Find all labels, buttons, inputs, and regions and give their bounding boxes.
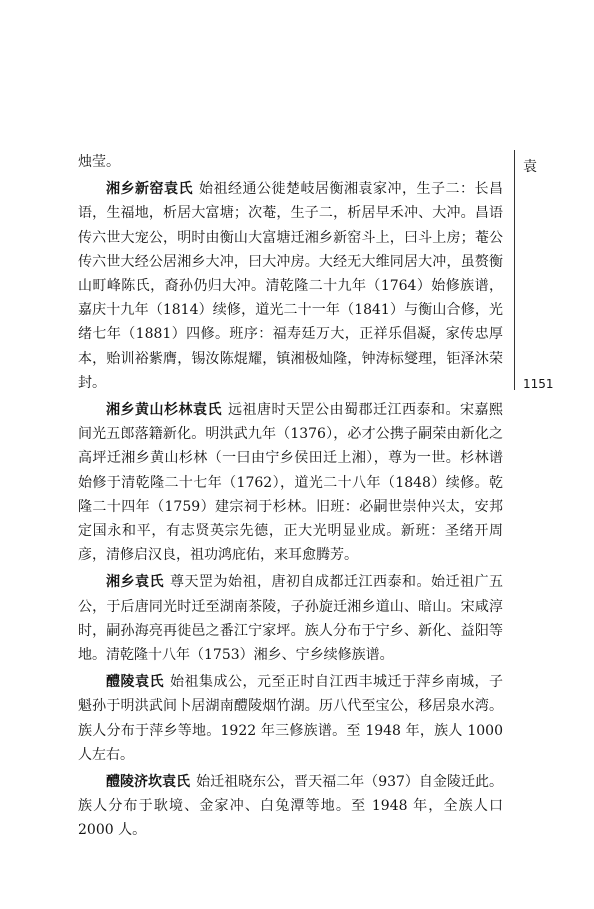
paragraph-continuation [78, 150, 503, 174]
body-text [78, 150, 503, 846]
paragraph-text: 远祖唐时天罡公由蜀郡迁江西泰和。宋嘉熙间光五郎落籍新化。明洪武九年（1376），必才公携子嗣荣由新化之高坪迁湘乡黄山杉林（一曰由宁乡侯田迁上湘），尊为一世。杉林谱始修于清乾隆二十七年（1762），道光二十八年（1848）续修。乾隆二十四年（1759）建宗祠于杉林。旧班：必嗣世崇仲兴太，安邦定国永和平，有志贤英宗先德，正大光明显业成。新班：圣绪开周彦，清修启汉良，祖功鸿庇佑，来耳愈腾芳。 [78, 402, 503, 564]
clan-entry-liling-jikan [78, 770, 503, 843]
clan-heading: 湘乡袁氏 [106, 574, 164, 591]
clan-heading: 湘乡黄山杉林袁氏 [106, 402, 222, 419]
paragraph-text: 始祖集成公，元至正时自江西丰城迁于萍乡南城，子魁孙于明洪武间卜居湖南醴陵烟竹湖。历八代至宝公，移居泉水湾。族人分布于萍乡等地。1922 年三修族谱。至 1948 年，族人 1000 人左右。 [78, 674, 503, 763]
clan-heading: 醴陵济坎袁氏 [106, 774, 191, 791]
paragraph-text: 始迁祖晓东公，晋天福二年（937）自金陵迁此。族人分布于耿境、金家冲、白兔潭等地。至 1948 年，全族人口 2000 人。 [78, 774, 503, 839]
page-number: 1151 [523, 377, 554, 391]
running-header-surname: 袁 [523, 159, 537, 175]
paragraph-text: 烛莹。 [78, 154, 120, 170]
margin-rule [514, 150, 515, 390]
clan-heading: 湘乡新窑袁氏 [106, 181, 193, 198]
paragraph-text: 尊天罡为始祖，唐初自成都迁江西泰和。始迁祖广五公，于后唐同光时迁至湖南茶陵，子孙旋迁湘乡道山、暗山。宋咸淳时，嗣孙海亮再徙邑之番江宁家坪。族人分布于宁乡、新化、益阳等地。清乾隆十八年（1753）湘乡、宁乡续修族谱。 [78, 574, 503, 664]
clan-entry-liling [78, 670, 503, 767]
paragraph-text: 始祖经通公徙楚岐居衡湘袁家冲，生子二：长昌语，生福地，析居大富塘；次菴，生子二，析居早禾冲、大冲。昌语传六世大宠公，明时由衡山大富塘迁湘乡新窑斗上，曰斗上房；菴公传六世大经公居湘乡大冲，曰大冲房。大经无大维同居大冲，虽赘衡山町峰陈氏，裔孙仍归大冲。清乾隆二十九年（1764）始修族谱，嘉庆十九年（1814）续修，道光二十一年（1841）与衡山合修，光绪七年（1881）四修。班序：福寿廷万大，正祥乐倡凝，家传忠厚本，贻训裕紫膺，锡汝陈焜耀，镇湘极灿隆，钟涛标燮理，钜泽沐荣封。 [78, 181, 503, 391]
clan-entry-xiangxiang [78, 570, 503, 667]
clan-entry-huangshan [78, 398, 503, 567]
clan-heading: 醴陵袁氏 [106, 674, 164, 691]
clan-entry-xinyao [78, 177, 503, 395]
